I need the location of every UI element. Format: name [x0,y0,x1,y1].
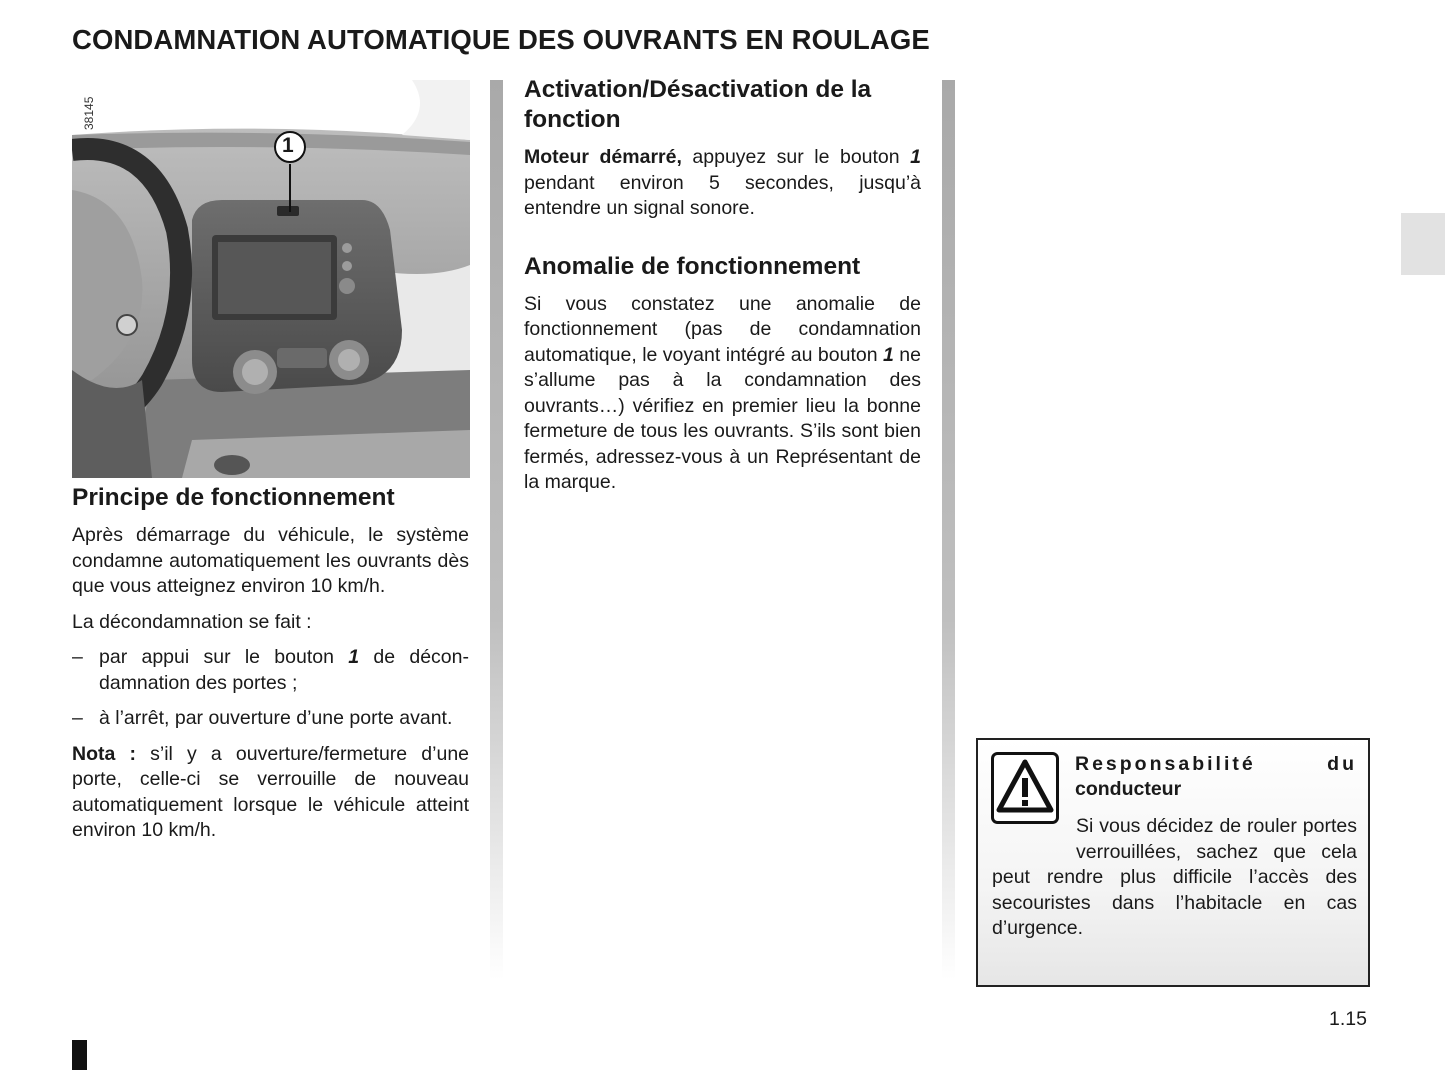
anomaly-text: Si vous constatez une anomalie de fonctionnement (pas de condamnation automatique, le voyant intégré au bouton 1 ne s’allume pas à la condamnation des ouvrants…) vérifiez en premier lieu la bonne fermeture de tous les ouvrants. S’ils sont bien fermés, adressez-vous à un Représentant de la marque. [524,292,921,493]
page-number: 1.15 [1329,1008,1367,1030]
figure-code: 38145 [82,96,96,130]
page-title: CONDAMNATION AUTOMATIQUE DES OUVRANTS EN ROULAGE [72,24,930,55]
principle-section [72,483,469,854]
page-marker [72,1040,87,1070]
activation-heading: Activation/Désactivation de la fonction [524,76,872,133]
list-item: – à l’arrêt, par ouverture d’une porte avant. [72,707,453,729]
warning-box [976,738,1370,987]
principle-para: Après démarrage du véhicule, le système condamne automatiquement les ouvrants dès que vous atteignez environ 10 km/h. [72,524,469,597]
anomaly-heading: Anomalie de fonctionnement [524,252,861,280]
activation-text: Moteur démarré, appuyez sur le bouton 1 pendant environ 5 secondes, jusqu’à entendre un signal sonore. [524,146,921,219]
warning-heading: Responsabilité du conducteur [1075,753,1357,800]
section-tab [1401,213,1445,275]
unlock-intro: La décondamnation se fait : [72,610,312,633]
nota: Nota : s’il y a ouverture/fermeture d’une porte, celle-ci se verrouille de nouveau automatiquement lorsque le véhicule atteint environ 10 km/h. [72,742,470,841]
list-item: – par appui sur le bouton 1 de décondamnation des portes ; [72,646,469,694]
column-separator [490,80,503,980]
unlock-list [72,645,469,732]
column-separator [942,80,955,980]
warning-text: Si vous décidez de rouler portes verrouillées, sachez que cela peut rendre plus difficile l’accès des secouristes dans l’habitacle en cas d’urgence. [992,815,1357,939]
principle-heading: Principe de fonctionnement [72,484,395,511]
instructions-column [524,75,921,506]
dashboard-photo [72,80,470,478]
callout-number: 1 [282,134,294,157]
